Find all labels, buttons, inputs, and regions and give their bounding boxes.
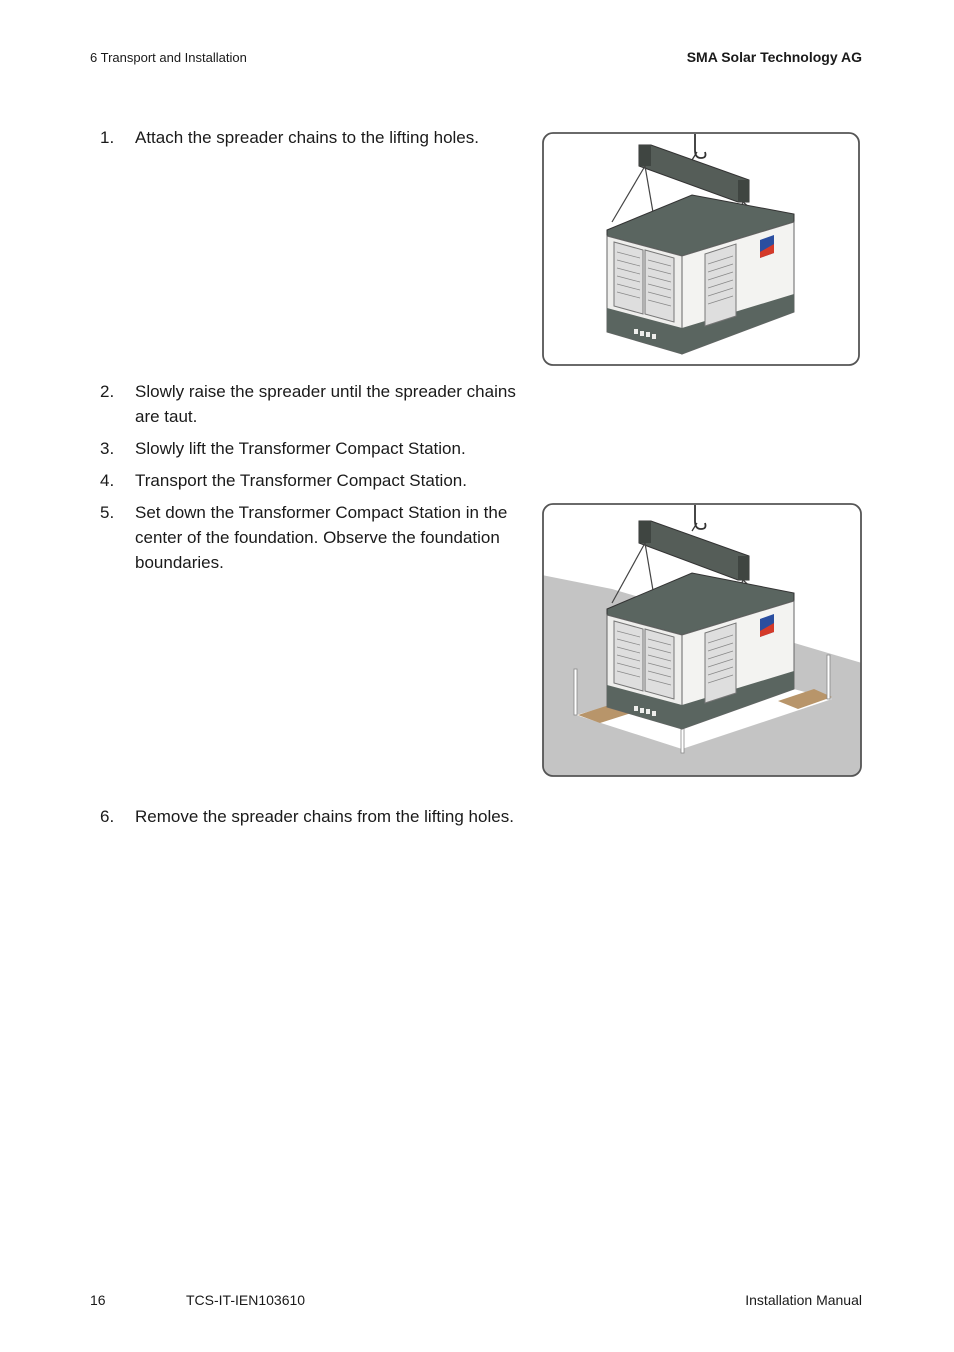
lifting-illustration [542, 132, 860, 366]
step-5 [100, 500, 530, 575]
step-2 [100, 379, 530, 429]
footer-doc-type: Installation Manual [745, 1292, 862, 1308]
header-section: 6 Transport and Installation [90, 50, 247, 65]
step-4 [100, 468, 530, 493]
step-text: Slowly raise the spreader until the spreader chains are taut. [135, 382, 516, 426]
step-number: 6. [100, 807, 115, 826]
step-number: 5. [100, 503, 115, 522]
step-number: 3. [100, 439, 115, 458]
step-1 [100, 125, 530, 150]
step-number: 1. [100, 128, 115, 147]
step-text: Set down the Transformer Compact Station in the center of the foundation. Observe the foundation boundaries. [135, 503, 508, 572]
step-number: 4. [100, 471, 115, 490]
step-text: Remove the spreader chains from the lifting holes. [135, 807, 514, 826]
placement-illustration [542, 503, 862, 777]
step-text: Slowly lift the Transformer Compact Station. [135, 439, 466, 458]
step-6 [100, 804, 530, 829]
step-number: 2. [100, 382, 115, 401]
step-3 [100, 436, 530, 461]
header-company: SMA Solar Technology AG [686, 49, 862, 65]
step-text: Transport the Transformer Compact Station. [135, 471, 467, 490]
footer-page-number: 16 [90, 1292, 106, 1308]
step-text: Attach the spreader chains to the lifting holes. [135, 128, 479, 147]
footer-doc-id: TCS-IT-IEN103610 [186, 1292, 306, 1308]
